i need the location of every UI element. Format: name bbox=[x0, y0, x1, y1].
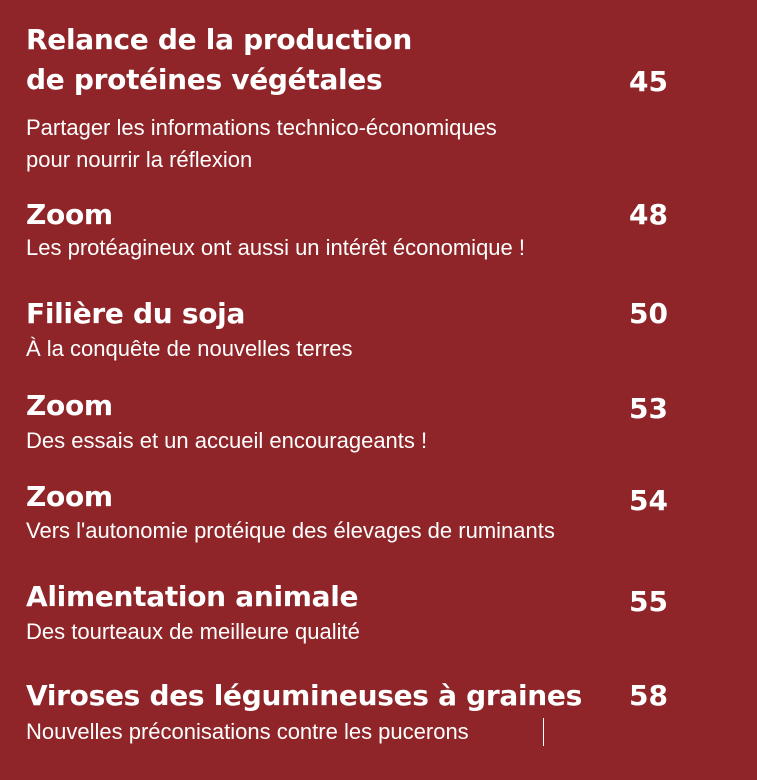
entry-page-number: 58 bbox=[629, 679, 668, 712]
entry-page-number: 50 bbox=[629, 297, 668, 330]
entry-subtitle: Nouvelles préconisations contre les pucerons bbox=[26, 719, 469, 744]
entry-subtitle: Des tourteaux de meilleure qualité bbox=[26, 619, 360, 644]
entry-page-number: 55 bbox=[629, 585, 668, 618]
entry-subtitle: Partager les informations technico-économiques pour nourrir la réflexion bbox=[26, 115, 497, 172]
entry-title: Zoom bbox=[26, 389, 113, 422]
entry-subtitle: À la conquête de nouvelles terres bbox=[26, 336, 353, 361]
entry-page-number: 53 bbox=[629, 392, 668, 425]
entry-subtitle: Des essais et un accueil encourageants ! bbox=[26, 428, 428, 453]
entry-page-number: 48 bbox=[629, 198, 668, 231]
entry-title: Zoom bbox=[26, 198, 113, 231]
entry-page-number: 45 bbox=[629, 65, 668, 98]
entry-title: Viroses des légumineuses à graines bbox=[26, 679, 582, 712]
entry-page-number: 54 bbox=[629, 484, 668, 517]
entry-subtitle: Vers l'autonomie protéique des élevages de ruminants bbox=[26, 518, 555, 543]
entry-title: Zoom bbox=[26, 480, 113, 513]
entry-title: Alimentation animale bbox=[26, 580, 359, 613]
entry-subtitle: Les protéagineux ont aussi un intérêt économique ! bbox=[26, 235, 525, 260]
entry-title: Relance de la production de protéines végétales bbox=[26, 23, 412, 96]
text-cursor bbox=[543, 718, 544, 746]
entry-title: Filière du soja bbox=[26, 297, 246, 330]
